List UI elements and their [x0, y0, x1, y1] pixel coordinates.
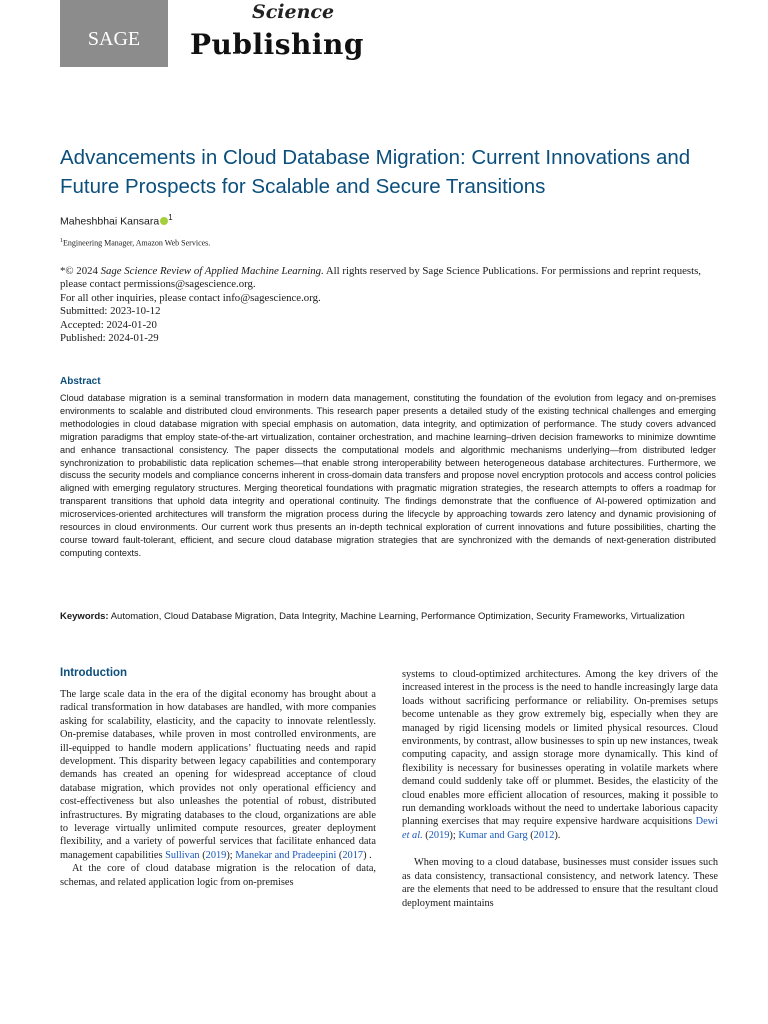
copyright-rest: All rights reserved by Sage Science Publications. For permissions and reprint requests, please contact permissions@sagescience.org. — [60, 265, 701, 291]
paragraph: At the core of cloud database migration is the relocation of data, schemas, and related application logic from on-premises — [60, 863, 376, 888]
citation-year-link[interactable]: 2017 — [342, 849, 364, 861]
affiliation — [60, 238, 210, 248]
abstract-heading: Abstract — [60, 376, 101, 387]
logo-text: SAGE — [87, 28, 141, 50]
abstract-body: Cloud database migration is a seminal transformation in modern data management, constituting the foundation of the evolution from legacy and on-premises environments to scalable and distributed cloud environments. This research paper presents a detailed study of the existing technical challenges and emerging methodologies in cloud database migration with special emphasis on automation, data integrity, and optimization of performance. The study covers advanced migration paradigms that employ state-of-the-art virtualization, container orchestration, and machine learning–driven decision frameworks to minimize downtime and enhance transactional consistency. The paper dissects the computational models and algorithmic mechanisms underlying—from distributed ledger synchronization to probabilistic data replication schemes—that enable strong interoperability between heterogeneous database architectures. Furthermore, we discuss the security models and compliance concerns inherent in cross-domain data transfers and propose novel encryption protocols and access control policies aligned with emerging regulatory structures. Merging theoretical foundations with pragmatic migration strategies, the research attempts to offers a roadmap for transparent transitions that uphold data integrity and operational continuity. The findings demonstrate that the confluence of AI-powered optimization and microservices-oriented architectures will transform the migration process during the lifecycle by approaching towards zero latency and dynamic provisioning of resources in cloud environments. Our current work thus presents an in-depth technical exploration of current innovations and future possibilities, charting the course toward fault-tolerant, efficient, and secure cloud database migration strategies that are synchronized with the demands of next-generation distributed computing contexts. — [60, 393, 716, 558]
paragraph: The large scale data in the era of the digital economy has brought about a radical transformation in how databases are handled, with more companies asking for scalability, elasticity, and the capacity to innovate relentlessly. On-premise databases, while proven in most controlled environments, are ill-equipped to handle modern applications’ fluctuating needs and rapid development. This disparity between legacy capabilities and contemporary demands has created an opening for widespread acceptance of cloud database migration, which provides not only operational efficiency and cost-effectiveness but also unleashes the potential of robust, distributed infrastructures. By migrating databases to the cloud, organizations are able to leverage virtually unlimited compute resources, greater deployment flexibility, and a variety of powerful services that facilitate enhanced data management capabilities Sullivan (2019); Manekar and Pradeepini (2017) . — [60, 689, 376, 861]
keywords-text: Automation, Cloud Database Migration, Data Integrity, Machine Learning, Performance Optimization, Security Frameworks, Virtualization — [108, 611, 685, 622]
copyright-block — [60, 265, 720, 345]
published-date: Published: 2024-01-29 — [60, 332, 159, 345]
paper-title: Advancements in Cloud Database Migration: Current Innovations and Future Prospects for Scalable and Secure Transitions — [60, 146, 691, 198]
column-right — [402, 668, 718, 910]
brand-science: Science — [252, 1, 335, 23]
affil-text: Engineering Manager, Amazon Web Services. — [63, 238, 211, 248]
citation-etal[interactable]: et al. — [402, 829, 423, 841]
citation-link[interactable]: Kumar and Garg — [458, 829, 528, 841]
citation-link[interactable]: Sullivan — [165, 849, 200, 861]
journal-name: Sage Science Review of Applied Machine Learning. — [100, 265, 324, 277]
paragraph-text: systems to cloud-optimized architectures. Among the key drivers of the increased interest in the process is the need to handle increasingly large data loads without sacrificing performance or reliability. On-premises setups become untenable as they grow extremely big, especially when they are managed by rigid licensing models or limited physical resources. Cloud environments, by contrast, allow businesses to spin up new instances, tweak computing capacity, and assign storage more dynamically. This kind of flexibility is necessary for businesses operating in volatile markets where demand could suddenly take off or plummet. Besides, the elasticity of the cloud enables more efficient allocation of resources, making it possible to run demanding workloads without the need to undertake laborious capacity planning exercises that may require expensive hardware acquisitions — [402, 669, 718, 828]
citation-link[interactable]: Dewi — [695, 816, 718, 828]
paragraph: systems to cloud-optimized architectures. Among the key drivers of the increased interest in the process is the need to handle increasingly large data loads without sacrificing performance or reliability. On-premises setups become untenable as they grow extremely big, especially when they are managed by rigid licensing models or limited physical resources. Cloud environments, by contrast, allow businesses to spin up new instances, tweak computing capacity, and assign storage more dynamically. This kind of flexibility is necessary for businesses operating in volatile markets where demand could suddenly take off or plummet. Besides, the elasticity of the cloud enables more efficient allocation of resources, making it possible to run demanding workloads without the need to undertake laborious capacity planning exercises that may require expensive hardware acquisitions Dewi et al. (2019); Kumar and Garg (2012). — [402, 669, 718, 841]
citation-year-link[interactable]: 2012 — [533, 829, 555, 841]
author-name[interactable]: Maheshbhai Kansara — [60, 215, 160, 228]
copyright-line — [60, 265, 720, 292]
keywords-label: Keywords: — [60, 611, 109, 622]
inquiries-line: For all other inquiries, please contact info@sagescience.org. — [60, 291, 321, 304]
affil-mark: 1 — [60, 238, 63, 244]
sage-logo — [60, 0, 168, 67]
paragraph: When moving to a cloud database, businesses must consider issues such as data consistency, transactional consistency, and network latency. These are the elements that need to be addressed to ensure that the resultant cloud deployment maintains — [402, 857, 718, 909]
citation-year-link[interactable]: 2019 — [205, 849, 227, 861]
paragraph-text: The large scale data in the era of the digital economy has brought about a radical transformation in how databases are handled, with more companies asking for scalability, elasticity, and the capacity to innovate relentlessly. On-premise databases, while proven in most controlled environments, are ill-equipped to handle modern applications’ fluctuating needs and rapid development. This disparity between legacy capabilities and contemporary demands has created an opening for widespread acceptance of cloud database migration, which provides not only operational efficiency and cost-effectiveness but also unleashes the potential of robust, distributed infrastructures. By migrating databases to the cloud, organizations are able to leverage virtually unlimited compute resources, greater deployment flexibility, and a variety of powerful services that facilitate enhanced data management capabilities — [60, 689, 376, 861]
author-line — [60, 213, 173, 228]
section-heading-introduction: Introduction — [60, 667, 128, 679]
submitted-date: Submitted: 2023-10-12 — [60, 305, 161, 318]
brand-publishing: Publishing — [190, 28, 364, 61]
citation-link[interactable]: Manekar and Pradeepini — [235, 849, 337, 861]
copyright-prefix: *© 2024 — [60, 265, 101, 277]
column-left — [60, 688, 376, 889]
keywords — [60, 610, 716, 624]
citation-year-link[interactable]: 2019 — [428, 829, 450, 841]
author-affil-mark: 1 — [168, 213, 173, 222]
accepted-date: Accepted: 2024-01-20 — [60, 318, 157, 331]
